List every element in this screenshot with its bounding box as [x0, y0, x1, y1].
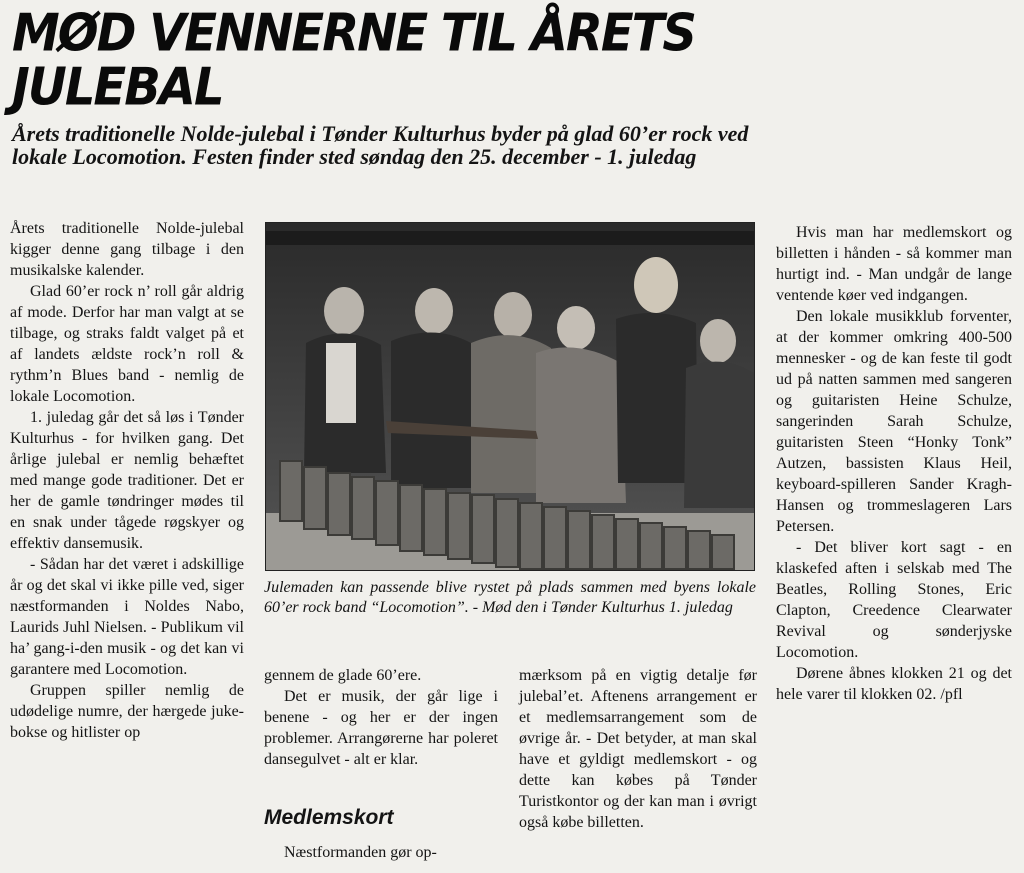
paragraph: Hvis man har medlemskort og billetten i hånden - så kommer man hurtigt ind. - Man undgår de lange ventende køer ved indgangen.	[776, 224, 1012, 304]
column-2	[264, 665, 498, 770]
column-3	[519, 665, 757, 833]
paragraph: gennem de glade 60’ere.	[264, 667, 422, 684]
photo-caption: Julemaden kan passende blive rystet på plads sammen med byens lokale 60’er rock band “Locomotion”. - Mød den i Tønder Kulturhus 1. juledag	[264, 579, 756, 616]
column-1	[10, 218, 244, 743]
article-subhead: Årets traditionelle Nolde-julebal i Tønder Kulturhus byder på glad 60’er rock ved lokale Locomotion. Festen finder sted søndag den 25. december - 1. juledag	[12, 121, 749, 169]
paragraph: Glad 60’er rock n’ roll går aldrig af mode. Derfor har man valgt at se tilbage, og straks faldt valget på et af landets ældste rock’n roll & rythm’n Blues band - nemlig de lokale Locomotion.	[10, 283, 244, 405]
column-4	[776, 222, 1012, 705]
band-photo	[265, 222, 755, 571]
band-photo-illustration	[266, 223, 754, 570]
paragraph: 1. juledag går det så løs i Tønder Kulturhus - for hvilken gang. Det årlige julebal er nemlig behæftet med mange gode traditioner. Det er her de gamle tøndringer mødes til en snak under tågede røgskyer og effektiv dansemusik.	[10, 409, 244, 552]
section-heading-medlemskort: Medlemskort	[264, 806, 394, 829]
article-headline: MØD VENNERNE TIL ÅRETS JULEBAL	[12, 2, 695, 118]
paragraph: - Sådan har det været i adskillige år og det skal vi ikke pille ved, siger næstformanden i Noldes Nabo, Laurids Juhl Nielsen. - Publikum vil ha’ gang-i-den musik - og det kan vi garantere med Locomotion.	[10, 556, 244, 678]
column-2-tail	[264, 842, 498, 863]
paragraph: Dørene åbnes klokken 21 og det hele varer til klokken 02. /pfl	[776, 665, 1012, 703]
paragraph: Det er musik, der går lige i benene - og her er der ingen problemer. Arrangørerne har poleret dansegulvet - alt er klar.	[264, 688, 498, 768]
paragraph: Gruppen spiller nemlig de udødelige numre, der hærgede juke-bokse og hitlister op	[10, 682, 244, 741]
paragraph: mærksom på en vigtig detalje før julebal’et. Aftenens arrangement er et medlemsarrangement som de øvrige år. - Det betyder, at man skal have et gyldigt medlemskort - og dette kan købes på Tønder Turistkontor og der kan man i øvrigt også købe billetten.	[519, 667, 757, 831]
paragraph: Årets traditionelle Nolde-julebal kigger denne gang tilbage i den musikalske kalender.	[10, 220, 244, 279]
paragraph: Næstformanden gør op-	[284, 844, 437, 861]
paragraph: Den lokale musikklub forventer, at der kommer omkring 400-500 mennesker - og de kan feste til godt ud på natten sammen med sangeren og guitaristen Heine Schulze, sangerinden Sarah Schulze, guitaristen Steen “Honky Tonk” Autzen, bassisten Klaus Heil, keyboard-spilleren Sander Kragh-Hansen og trommeslageren Lars Petersen.	[776, 308, 1012, 535]
paragraph: - Det bliver kort sagt - en klaskefed aften i selskab med The Beatles, Rolling Stones, Eric Clapton, Creedence Clearwater Revival og sønderjyske Locomotion.	[776, 539, 1012, 661]
